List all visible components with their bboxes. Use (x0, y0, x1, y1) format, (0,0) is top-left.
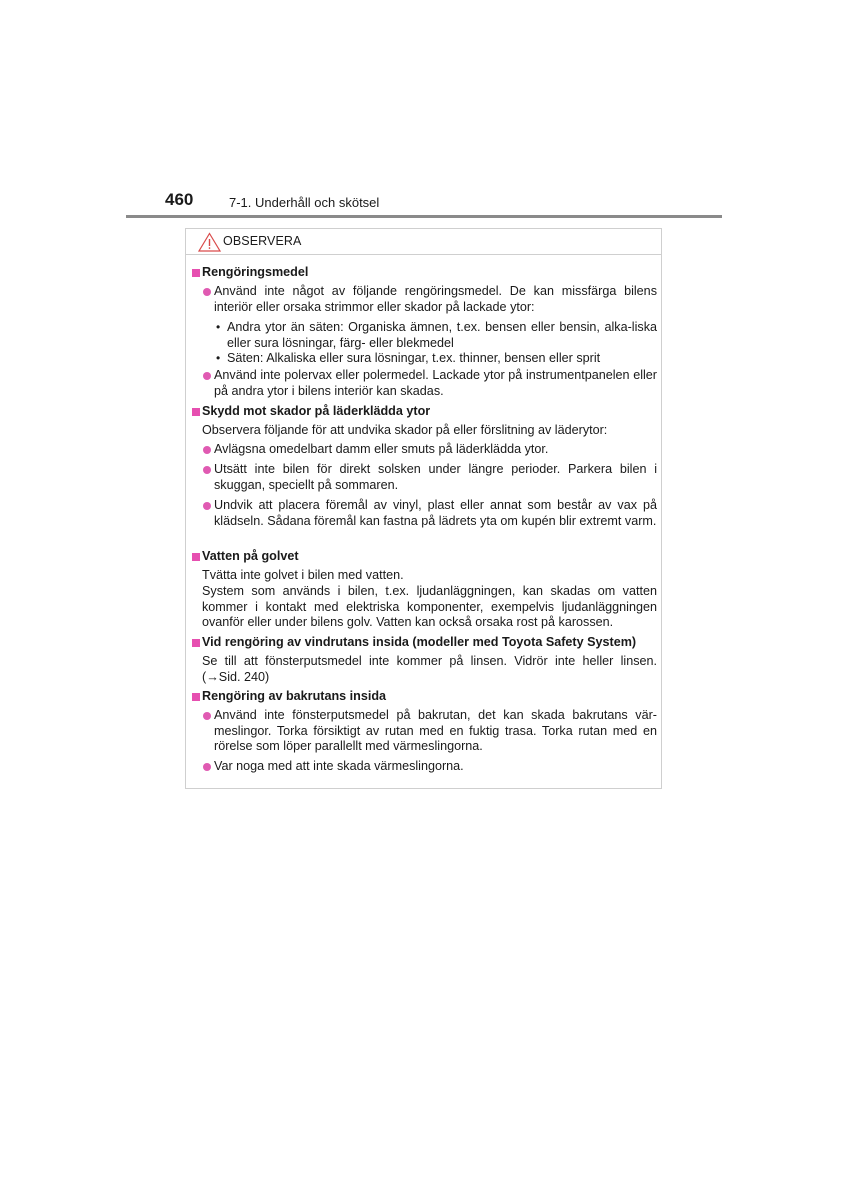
bullet-circle (203, 446, 211, 454)
section-marker (192, 639, 200, 647)
section-heading: Rengöringsmedel (202, 265, 309, 279)
paragraph: Tvätta inte golvet i bilen med vatten. (202, 568, 404, 582)
list-item: Använd inte något av följande rengöringsmedel. De kan missfärga bilens interiör eller orsaka strimmor eller skador på lackade ytor: (214, 284, 657, 314)
bullet-circle (203, 712, 211, 720)
bullet-circle (203, 288, 211, 296)
sub-bullet: • (216, 351, 221, 365)
bullet-circle (203, 763, 211, 771)
list-item: Använd inte fönsterputsmedel på bakrutan, det kan skada bakrutans vär-meslingor. Torka försiktigt av rutan med en fuktig trasa. Torka rutan med en rörelse som löper parallellt med värmeslingorna. (214, 708, 657, 754)
list-item: Avlägsna omedelbart damm eller smuts på läderklädda ytor. (214, 442, 549, 456)
sub-list-item: Säten: Alkaliska eller sura lösningar, t.ex. thinner, bensen eller sprit (227, 351, 601, 365)
section-marker (192, 553, 200, 561)
paragraph: Se till att fönsterputsmedel inte kommer på linsen. Vidrör inte heller linsen. (→Sid. 240) (202, 654, 657, 684)
warning-triangle-icon (198, 232, 221, 252)
list-item: Undvik att placera föremål av vinyl, plast eller annat som består av vax på klädseln. Sådana föremål kan fastna på lädrets yta om kupén blir extremt varm. (214, 498, 657, 528)
section-title: 7-1. Underhåll och skötsel (229, 195, 380, 210)
list-item: Utsätt inte bilen för direkt solsken under längre perioder. Parkera bilen i skuggan, speciellt på sommaren. (214, 462, 657, 492)
caution-label: OBSERVERA (223, 234, 302, 248)
list-item: Var noga med att inte skada värmeslingorna. (214, 759, 464, 773)
list-item: Använd inte polervax eller polermedel. Lackade ytor på instrumentpanelen eller på andra ytor i bilens interiör kan skadas. (214, 368, 657, 398)
section-heading: Rengöring av bakrutans insida (202, 689, 387, 703)
section-intro: Observera följande för att undvika skador på eller förslitning av läderytor: (202, 423, 608, 437)
sub-bullet: • (216, 320, 221, 334)
page-number: 460 (165, 190, 194, 209)
header-rule (126, 215, 722, 218)
section-marker (192, 269, 200, 277)
bullet-circle (203, 466, 211, 474)
bullet-circle (203, 372, 211, 380)
caution-box (185, 228, 662, 789)
caution-header (186, 229, 661, 255)
section-marker (192, 693, 200, 701)
section-marker (192, 408, 200, 416)
paragraph: System som används i bilen, t.ex. ljudanläggningen, kan skadas om vatten kommer i kontakt med elektriska komponenter, exempelvis ljudanläggningen ovanför eller under bilens golv. Vatten kan också orsaka rost på karossen. (202, 584, 657, 630)
bullet-circle (203, 502, 211, 510)
section-heading: Vid rengöring av vindrutans insida (modeller med Toyota Safety System) (202, 635, 637, 649)
section-heading: Vatten på golvet (202, 549, 299, 563)
sub-list-item: Andra ytor än säten: Organiska ämnen, t.ex. bensen eller bensin, alka-liska eller sura lösningar, färg- eller blekmedel (227, 320, 657, 350)
section-heading: Skydd mot skador på läderklädda ytor (202, 404, 431, 418)
